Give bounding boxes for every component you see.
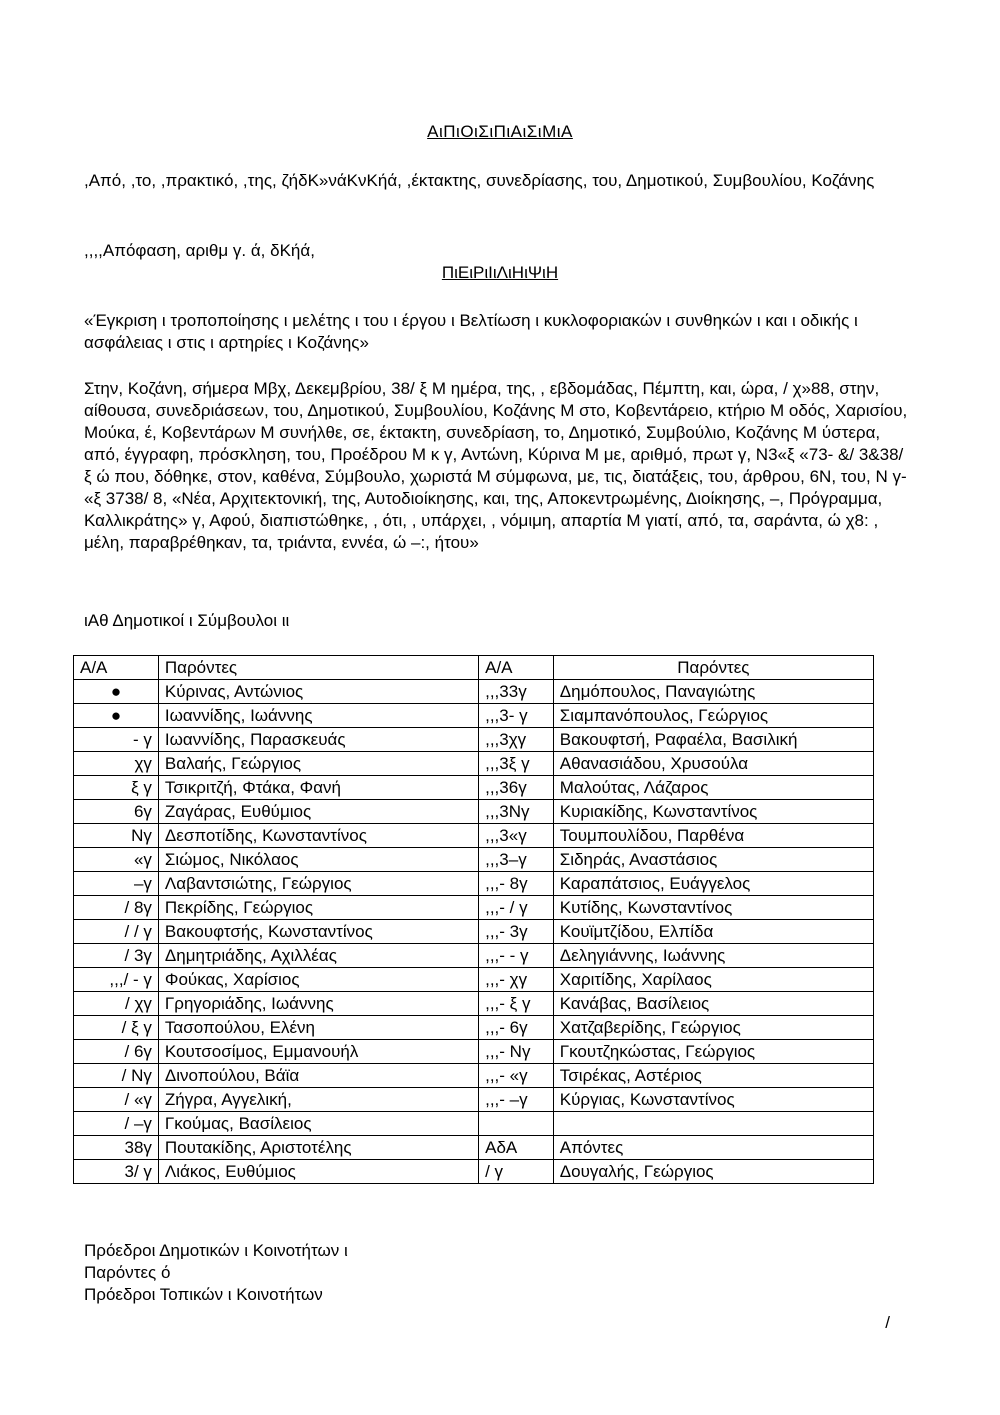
table-cell: ,,,3χγ <box>479 728 554 752</box>
table-cell: ,,,3Νγ <box>479 800 554 824</box>
table-cell: Κανάβας, Βασίλειος <box>553 992 873 1016</box>
table-row <box>74 872 874 896</box>
table-cell: Νγ <box>74 824 159 848</box>
table-cell: / 6γ <box>74 1040 159 1064</box>
table-cell: Τασοπούλου, Ελένη <box>158 1016 478 1040</box>
table-cell: Τσικριτζή, Φτάκα, Φανή <box>158 776 478 800</box>
table-cell: ,,,- 3γ <box>479 920 554 944</box>
table-cell: Δεληγιάννης, Ιωάννης <box>553 944 873 968</box>
table-row <box>74 968 874 992</box>
document-title: ΑιΠιΟιΣιΠιΑιΣιΜιΑ <box>427 122 573 141</box>
table-cell: / 3γ <box>74 944 159 968</box>
table-cell: –γ <box>74 872 159 896</box>
table-row <box>74 920 874 944</box>
table-cell: 6γ <box>74 800 159 824</box>
table-cell: Κύργιας, Κωνσταντίνος <box>553 1088 873 1112</box>
table-cell: Δημόπουλος, Παναγιώτης <box>553 680 873 704</box>
table-cell: Ζήγρα, Αγγελική, <box>158 1088 478 1112</box>
table-cell: Κυριακίδης, Κωνσταντίνος <box>553 800 873 824</box>
members-table-body <box>74 656 874 1184</box>
table-cell: Βακουφτσή, Ραφαέλα, Βασιλική <box>553 728 873 752</box>
members-heading: ιΑθ Δημοτικοί ι Σύμβουλοι ιι <box>84 611 290 630</box>
intro-paragraph: ,Από, ,το, ,πρακτικό, ,της, ζήδΚ»νάΚνΚήά, ,έκτακτης, συνεδρίασης, του, Δημοτικού, Συμβουλίου, Κοζάνης <box>84 171 875 190</box>
table-row <box>74 848 874 872</box>
table-cell: Ιωαννίδης, Ιωάννης <box>158 704 478 728</box>
table-cell: Κύρινας, Αντώνιος <box>158 680 478 704</box>
table-cell: «γ <box>74 848 159 872</box>
table-header-cell: Α/Α <box>479 656 554 680</box>
table-cell: Τουμπουλίδου, Παρθένα <box>553 824 873 848</box>
table-cell: ,,,3ξ γ <box>479 752 554 776</box>
table-cell: / Νγ <box>74 1064 159 1088</box>
table-cell: Γκουτζηκώστας, Γεώργιος <box>553 1040 873 1064</box>
table-cell: Δημητριάδης, Αχιλλέας <box>158 944 478 968</box>
table-cell: Κουτσοσίμος, Εμμανουήλ <box>158 1040 478 1064</box>
table-cell: Γκούμας, Βασίλειος <box>158 1112 478 1136</box>
table-cell: Πεκρίδης, Γεώργιος <box>158 896 478 920</box>
table-cell: Σιώμος, Νικόλαος <box>158 848 478 872</box>
bottom-line-3: Πρόεδροι Τοπικών ι Κοινοτήτων <box>84 1285 323 1304</box>
table-cell: Δινοπούλου, Βάϊα <box>158 1064 478 1088</box>
table-cell: Απόντες <box>553 1136 873 1160</box>
table-cell: Φούκας, Χαρίσιος <box>158 968 478 992</box>
table-cell <box>479 1112 554 1136</box>
table-cell: / ξ γ <box>74 1016 159 1040</box>
table-row <box>74 1016 874 1040</box>
table-row <box>74 680 874 704</box>
table-cell: / γ <box>479 1160 554 1184</box>
table-cell: Ζαγάρας, Ευθύμιος <box>158 800 478 824</box>
table-row <box>74 1040 874 1064</box>
table-cell: ● <box>74 680 159 704</box>
table-cell: Ιωαννίδης, Παρασκευάς <box>158 728 478 752</box>
table-cell: Λαβαντσιώτης, Γεώργιος <box>158 872 478 896</box>
table-row <box>74 752 874 776</box>
table-cell: Αθανασιάδου, Χρυσούλα <box>553 752 873 776</box>
table-row <box>74 776 874 800</box>
table-cell: 3/ γ <box>74 1160 159 1184</box>
table-row <box>74 728 874 752</box>
table-cell: ,,,- –γ <box>479 1088 554 1112</box>
table-cell: ,,,- χγ <box>479 968 554 992</box>
table-cell: Δουγαλής, Γεώργιος <box>553 1160 873 1184</box>
table-cell: ,,,3«γ <box>479 824 554 848</box>
table-cell: ● <box>74 704 159 728</box>
table-cell: Καραπάτσιος, Ευάγγελος <box>553 872 873 896</box>
table-header-cell: Παρόντες <box>553 656 873 680</box>
table-cell: / χγ <box>74 992 159 1016</box>
page-number: / <box>885 1313 890 1332</box>
table-cell: ,,,- «γ <box>479 1064 554 1088</box>
table-cell: ΑδΑ <box>479 1136 554 1160</box>
table-cell: Μαλούτας, Λάζαρος <box>553 776 873 800</box>
table-cell: ,,,- - γ <box>479 944 554 968</box>
table-row <box>74 1112 874 1136</box>
table-cell: ,,,- 8γ <box>479 872 554 896</box>
table-cell: Τσιρέκας, Αστέριος <box>553 1064 873 1088</box>
table-cell: ,,,- / γ <box>479 896 554 920</box>
table-cell: / / γ <box>74 920 159 944</box>
table-cell: Δεσποτίδης, Κωνσταντίνος <box>158 824 478 848</box>
table-header-row <box>74 656 874 680</box>
table-row <box>74 1064 874 1088</box>
table-row <box>74 1136 874 1160</box>
table-cell: Κυτίδης, Κωνσταντίνος <box>553 896 873 920</box>
table-header-cell: Παρόντες <box>158 656 478 680</box>
table-cell: Βακουφτσής, Κωνσταντίνος <box>158 920 478 944</box>
table-row <box>74 896 874 920</box>
table-row <box>74 1088 874 1112</box>
table-row <box>74 824 874 848</box>
table-cell: / –γ <box>74 1112 159 1136</box>
table-row <box>74 800 874 824</box>
table-cell: ,,,- ξ γ <box>479 992 554 1016</box>
table-cell: / 8γ <box>74 896 159 920</box>
table-cell: χγ <box>74 752 159 776</box>
table-cell: Χατζαβερίδης, Γεώργιος <box>553 1016 873 1040</box>
subject-heading: ΠιΕιΡιΙιΛιΗιΨιΗ <box>441 263 559 282</box>
table-cell: Πουτακίδης, Αριστοτέλης <box>158 1136 478 1160</box>
table-cell: ,,,3- γ <box>479 704 554 728</box>
table-header-cell: Α/Α <box>74 656 159 680</box>
table-cell: ,,,- 6γ <box>479 1016 554 1040</box>
table-cell: ,,,- Νγ <box>479 1040 554 1064</box>
table-cell: - γ <box>74 728 159 752</box>
body-paragraph: Στην, Κοζάνη, σήμερα Μβχ, Δεκεμβρίου, 38/ ξ Μ ημέρα, της, , εβδομάδας, Πέμπτη, και, ώρα, / χ»88, στην, αίθουσα, συνεδριάσεων, του, Δημοτικού, Συμβουλίου, Κοζάνης Μ στο, Κοβεντάρειο, κτήριο Μ οδός, Χαρισίου, Μούκα, έ, Κοβεντάρων Μ συνήλθε, σε, έκτακτη, συνεδρίαση, το, Δημοτικό, Συμβούλιο, Κοζάνης Μ ύστερα, από, έγγραφη, πρόσκληση, του, Προέδρου Μ κ γ, Αντώνη, Κύρινα Μ με, αριθμό, πρωτ γ, Ν3«ξ «73- &/ 3&38/ ξ ώ που, δόθηκε, στον, καθένα, Σύμβουλο, χωριστά Μ σύμφωνα, με, τις, διατάξεις, του, άρθρου, 6Ν, του, Ν γ- «ξ 3738/ 8, «Νέα, Αρχιτεκτονική, της, Αυτοδιοίκησης, και, της, Αποκεντρωμένης, Διοίκησης, –, Πρόγραμμα, Καλλικράτης» γ, Αφού, διαπιστώθηκε, , ότι, , υπάρχει, , νόμιμη, απαρτία Μ γιατί, από, τα, σαράντα, ώ χ8: , μέλη, παραβρέθηκαν, τα, τριάντα, εννέα, ώ –:, ήτου» <box>84 379 908 552</box>
table-cell <box>553 1112 873 1136</box>
table-row <box>74 1160 874 1184</box>
table-row <box>74 704 874 728</box>
bottom-line-2: Παρόντες ό <box>84 1263 171 1282</box>
table-cell: / «γ <box>74 1088 159 1112</box>
members-table <box>73 655 874 1184</box>
table-cell: Λιάκος, Ευθύμιος <box>158 1160 478 1184</box>
table-cell: ,,,3–γ <box>479 848 554 872</box>
table-cell: Γρηγοριάδης, Ιωάννης <box>158 992 478 1016</box>
bottom-line-1: Πρόεδροι Δημοτικών ι Κοινοτήτων ι <box>84 1241 348 1260</box>
table-cell: Κουϊμτζίδου, Ελπίδα <box>553 920 873 944</box>
table-cell: Χαριτίδης, Χαρίλαος <box>553 968 873 992</box>
subject-text: «Έγκριση ι τροποποίησης ι μελέτης ι του ι έργου ι Βελτίωση ι κυκλοφοριακών ι συνθηκών ι και ι οδικής ι ασφάλειας ι στις ι αρτηρίες ι Κοζάνης» <box>84 311 858 352</box>
table-cell: 38γ <box>74 1136 159 1160</box>
table-cell: Βαλαής, Γεώργιος <box>158 752 478 776</box>
table-cell: ,,,33γ <box>479 680 554 704</box>
table-row <box>74 944 874 968</box>
table-cell: ξ γ <box>74 776 159 800</box>
table-cell: ,,,/ - γ <box>74 968 159 992</box>
decision-number: ,,,,Απόφαση, αριθμ γ. ά, δΚήά, <box>84 241 315 260</box>
table-cell: Σιδηράς, Αναστάσιος <box>553 848 873 872</box>
table-cell: ,,,36γ <box>479 776 554 800</box>
table-row <box>74 992 874 1016</box>
table-cell: Σιαμπανόπουλος, Γεώργιος <box>553 704 873 728</box>
